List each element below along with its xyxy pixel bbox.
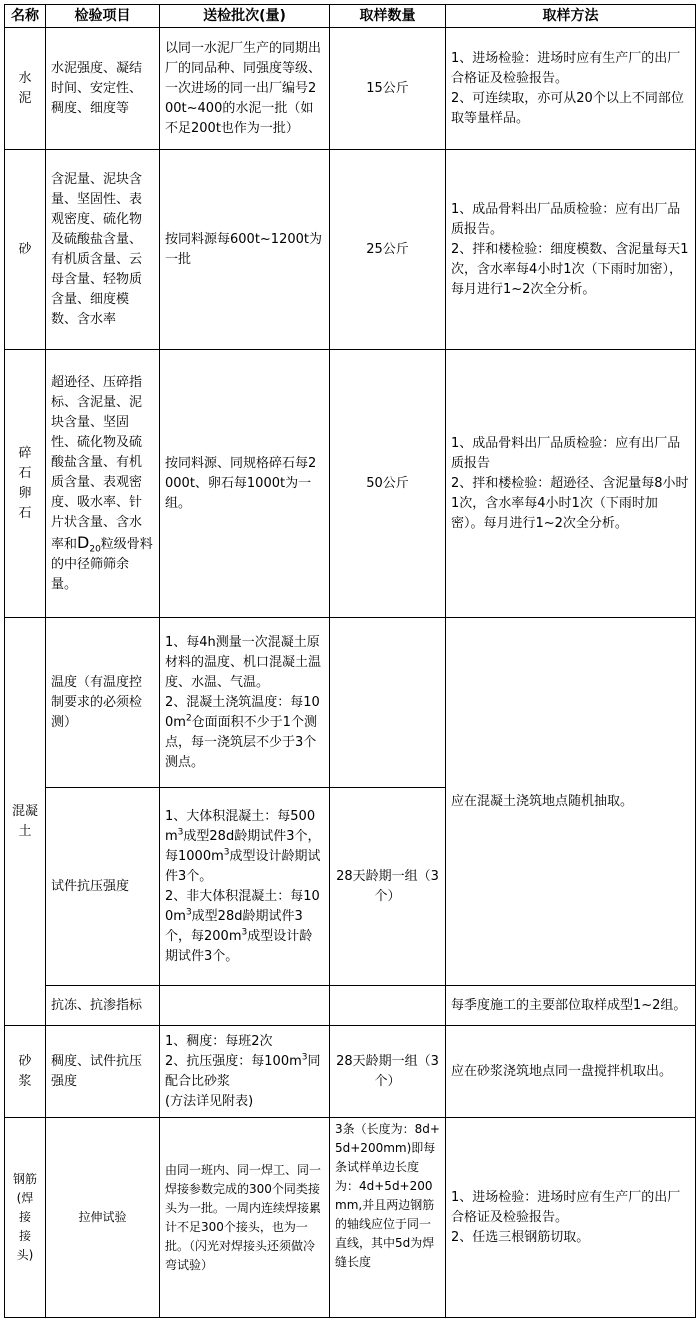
table-row-concrete-temperature	[5, 618, 696, 788]
sand-batch: 按同料源每600t~1200t为一批	[160, 150, 330, 350]
table-row-concrete-frost	[5, 986, 696, 1026]
rebar-method: 1、进场检验：进场时应有生产厂的出厂合格证及检验报告。 2、任选三根钢筋切取。	[446, 1118, 696, 1318]
concrete-frost-method: 每季度施工的主要部位取样成型1~2组。	[446, 986, 696, 1026]
gravel-batch: 按同料源、同规格碎石每2000t、卵石每1000t为一组。	[160, 350, 330, 618]
rebar-item: 拉伸试验	[46, 1118, 160, 1318]
cement-quantity: 15公斤	[330, 28, 446, 150]
gravel-quantity: 50公斤	[330, 350, 446, 618]
concrete-temp-quantity	[330, 618, 446, 788]
table-row-cement	[5, 28, 696, 150]
rebar-batch: 由同一班内、同一焊工、同一焊接参数完成的300个同类接头为一批。一周内连续焊接累计不足300个接头，也为一批。（闪光对焊接头还须做冷弯试验）	[160, 1118, 330, 1318]
header-item: 检验项目	[46, 5, 160, 28]
concrete-strength-quantity: 28天龄期一组（3个）	[330, 788, 446, 986]
cement-name: 水 泥	[5, 28, 46, 150]
sand-quantity: 25公斤	[330, 150, 446, 350]
mortar-batch: 1、稠度：每班2次 2、抗压强度：每$100m^3$同配合比砂浆 (方法详见附表)	[160, 1026, 330, 1118]
cement-batch: 以同一水泥厂生产的同期出厂的同品种、同强度等级、一次进场的同一出厂编号200t~400的水泥一批（如不足200t也作为一批）	[160, 28, 330, 150]
table-row-mortar	[5, 1026, 696, 1118]
rebar-quantity: 3条（长度为：8d+5d+200mm)即每条试样单边长度为：4d+5d+200mm,并且两边钢筋的轴线应位于同一直线，其中5d为焊缝长度	[330, 1118, 446, 1318]
concrete-frost-quantity	[330, 986, 446, 1026]
cement-item: 水泥强度、凝结时间、安定性、稠度、细度等	[46, 28, 160, 150]
rebar-name: 钢筋 (焊 接 接 头)	[5, 1118, 46, 1318]
concrete-frost-item: 抗冻、抗渗指标	[46, 986, 160, 1026]
concrete-method: 应在混凝土浇筑地点随机抽取。	[446, 618, 696, 986]
mortar-name: 砂 浆	[5, 1026, 46, 1118]
concrete-frost-batch	[160, 986, 330, 1026]
table-row-rebar	[5, 1118, 696, 1318]
gravel-item: 超逊径、压碎指标、含泥量、泥块含量、坚固性、硫化物及硫酸盐含量、有机质含量、表观密度、吸水率、针片状含量、含水率和$D_{20}$粒级骨料的中径筛筛余量。	[46, 350, 160, 618]
concrete-temp-batch: 1、每4h测量一次混凝土原材料的温度、机口混凝土温度、水温、气温。 2、混凝土浇筑温度：每$100m^2$仓面面积不少于1个测点，每一浇筑层不少于3个测点。	[160, 618, 330, 788]
table-row-sand	[5, 150, 696, 350]
mortar-method: 应在砂浆浇筑地点同一盘搅拌机取出。	[446, 1026, 696, 1118]
sand-item: 含泥量、泥块含量、坚固性、表观密度、硫化物及硫酸盐含量、有机质含量、云母含量、轻物质含量、细度模数、含水率	[46, 150, 160, 350]
header-name: 名称	[5, 5, 46, 28]
concrete-name: 混凝 土	[5, 618, 46, 1026]
mortar-item: 稠度、试件抗压强度	[46, 1026, 160, 1118]
cement-method: 1、进场检验：进场时应有生产厂的出厂合格证及检验报告。 2、可连续取，亦可从20个以上不同部位取等量样品。	[446, 28, 696, 150]
header-quantity: 取样数量	[330, 5, 446, 28]
sand-method: 1、成品骨料出厂品质检验：应有出厂品质报告。 2、拌和楼检验：细度模数、含泥量每天1次，含水率每4小时1次（下雨时加密），每月进行1~2次全分析。	[446, 150, 696, 350]
table-row-gravel	[5, 350, 696, 618]
sand-name: 砂	[5, 150, 46, 350]
header-batch: 送检批次(量)	[160, 5, 330, 28]
concrete-strength-item: 试件抗压强度	[46, 788, 160, 986]
concrete-temp-item: 温度（有温度控制要求的必须检测）	[46, 618, 160, 788]
concrete-strength-batch: 1、大体积混凝土：每$500m^3$成型28d龄期试件3个，每$1000m^3$成型设计龄期试件3个。 2、非大体积混凝土：每$100m^3$成型28d龄期试件3个，每$200m^3$成型设计龄期试件3个。	[160, 788, 330, 986]
gravel-name: 碎 石 卵 石	[5, 350, 46, 618]
mortar-quantity: 28天龄期一组（3个）	[330, 1026, 446, 1118]
gravel-method: 1、成品骨料出厂品质检验：应有出厂品质报告 2、拌和楼检验：超逊径、含泥量每8小时1次，含水率每4小时1次（下雨时加密）。每月进行1~2次全分析。	[446, 350, 696, 618]
header-method: 取样方法	[446, 5, 696, 28]
sampling-table	[4, 4, 696, 1318]
header-row	[5, 5, 696, 28]
